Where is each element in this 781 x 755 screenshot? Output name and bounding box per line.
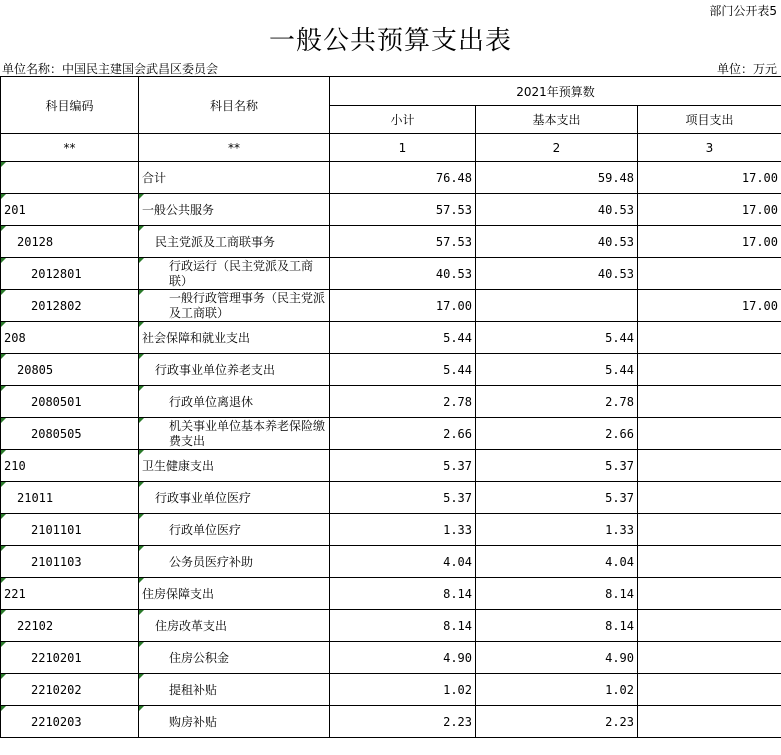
cell-code: 208 bbox=[1, 322, 139, 354]
table-number-note: 部门公开表5 bbox=[709, 4, 777, 18]
index-code: ** bbox=[1, 134, 139, 162]
cell-code: 2210202 bbox=[1, 674, 139, 706]
cell-code: 2080505 bbox=[1, 418, 139, 450]
cell-name: 行政事业单位养老支出 bbox=[139, 354, 330, 386]
cell-basic: 5.44 bbox=[476, 354, 638, 386]
cell-code: 20805 bbox=[1, 354, 139, 386]
cell-basic: 1.33 bbox=[476, 514, 638, 546]
cell-name: 住房公积金 bbox=[139, 642, 330, 674]
cell-project bbox=[638, 642, 781, 674]
cell-project bbox=[638, 546, 781, 578]
cell-name: 行政事业单位医疗 bbox=[139, 482, 330, 514]
cell-subtotal: 40.53 bbox=[330, 258, 476, 290]
table-row bbox=[1, 226, 781, 258]
table-row bbox=[1, 418, 781, 450]
cell-basic: 2.66 bbox=[476, 418, 638, 450]
cell-name: 购房补贴 bbox=[139, 706, 330, 738]
cell-basic: 4.04 bbox=[476, 546, 638, 578]
cell-project bbox=[638, 386, 781, 418]
cell-code: 2210203 bbox=[1, 706, 139, 738]
cell-project: 17.00 bbox=[638, 226, 781, 258]
cell-code: 21011 bbox=[1, 482, 139, 514]
cell-project bbox=[638, 514, 781, 546]
table-row bbox=[1, 610, 781, 642]
cell-project: 17.00 bbox=[638, 162, 781, 194]
table-row bbox=[1, 514, 781, 546]
table-row bbox=[1, 354, 781, 386]
table-row bbox=[1, 642, 781, 674]
index-2: 2 bbox=[476, 134, 638, 162]
page-title: 一般公共预算支出表 bbox=[268, 26, 512, 56]
table-row bbox=[1, 482, 781, 514]
cell-subtotal: 17.00 bbox=[330, 290, 476, 322]
cell-basic: 2.78 bbox=[476, 386, 638, 418]
cell-project bbox=[638, 418, 781, 450]
cell-name: 机关事业单位基本养老保险缴费支出 bbox=[139, 418, 330, 450]
index-name: ** bbox=[139, 134, 330, 162]
cell-project bbox=[638, 578, 781, 610]
cell-project bbox=[638, 674, 781, 706]
cell-name: 行政单位医疗 bbox=[139, 514, 330, 546]
cell-subtotal: 57.53 bbox=[330, 194, 476, 226]
cell-project bbox=[638, 482, 781, 514]
table-row bbox=[1, 450, 781, 482]
cell-basic: 40.53 bbox=[476, 258, 638, 290]
cell-name: 民主党派及工商联事务 bbox=[139, 226, 330, 258]
cell-basic: 8.14 bbox=[476, 610, 638, 642]
table-row bbox=[1, 194, 781, 226]
cell-name: 合计 bbox=[139, 162, 330, 194]
table-row bbox=[1, 706, 781, 738]
cell-subtotal: 76.48 bbox=[330, 162, 476, 194]
cell-code: 2210201 bbox=[1, 642, 139, 674]
cell-basic: 2.23 bbox=[476, 706, 638, 738]
cell-subtotal: 8.14 bbox=[330, 578, 476, 610]
cell-basic: 59.48 bbox=[476, 162, 638, 194]
cell-name: 一般行政管理事务（民主党派及工商联） bbox=[139, 290, 330, 322]
cell-code: 2080501 bbox=[1, 386, 139, 418]
cell-subtotal: 4.90 bbox=[330, 642, 476, 674]
cell-subtotal: 5.37 bbox=[330, 482, 476, 514]
cell-subtotal: 5.37 bbox=[330, 450, 476, 482]
table-row bbox=[1, 578, 781, 610]
cell-basic: 8.14 bbox=[476, 578, 638, 610]
cell-name: 住房改革支出 bbox=[139, 610, 330, 642]
cell-project bbox=[638, 322, 781, 354]
cell-subtotal: 8.14 bbox=[330, 610, 476, 642]
cell-name: 社会保障和就业支出 bbox=[139, 322, 330, 354]
header-project: 项目支出 bbox=[638, 106, 781, 134]
cell-basic: 5.37 bbox=[476, 482, 638, 514]
cell-subtotal: 1.33 bbox=[330, 514, 476, 546]
cell-subtotal: 5.44 bbox=[330, 354, 476, 386]
cell-project: 17.00 bbox=[638, 194, 781, 226]
cell-project bbox=[638, 706, 781, 738]
table-row bbox=[1, 162, 781, 194]
cell-name: 公务员医疗补助 bbox=[139, 546, 330, 578]
unit-name-label: 单位名称：中国民主建国会武昌区委员会 bbox=[2, 62, 219, 76]
table-row bbox=[1, 322, 781, 354]
cell-subtotal: 57.53 bbox=[330, 226, 476, 258]
cell-subtotal: 2.78 bbox=[330, 386, 476, 418]
cell-project bbox=[638, 258, 781, 290]
cell-code: 2012801 bbox=[1, 258, 139, 290]
index-3: 3 bbox=[638, 134, 781, 162]
cell-code: 22102 bbox=[1, 610, 139, 642]
cell-subtotal: 1.02 bbox=[330, 674, 476, 706]
cell-name: 行政运行（民主党派及工商联） bbox=[139, 258, 330, 290]
unit-label: 单位：万元 bbox=[716, 62, 777, 76]
cell-name: 住房保障支出 bbox=[139, 578, 330, 610]
cell-basic: 40.53 bbox=[476, 194, 638, 226]
cell-subtotal: 2.66 bbox=[330, 418, 476, 450]
cell-project bbox=[638, 450, 781, 482]
cell-basic: 5.37 bbox=[476, 450, 638, 482]
cell-project bbox=[638, 610, 781, 642]
table-row bbox=[1, 674, 781, 706]
header-basic: 基本支出 bbox=[476, 106, 638, 134]
header-code: 科目编码 bbox=[1, 77, 139, 134]
cell-basic: 1.02 bbox=[476, 674, 638, 706]
index-1: 1 bbox=[330, 134, 476, 162]
table-row bbox=[1, 546, 781, 578]
cell-name: 行政单位离退休 bbox=[139, 386, 330, 418]
cell-project bbox=[638, 354, 781, 386]
cell-basic: 4.90 bbox=[476, 642, 638, 674]
cell-code: 2012802 bbox=[1, 290, 139, 322]
cell-name: 一般公共服务 bbox=[139, 194, 330, 226]
cell-name: 卫生健康支出 bbox=[139, 450, 330, 482]
header-budget-group: 2021年预算数 bbox=[330, 77, 781, 106]
cell-subtotal: 4.04 bbox=[330, 546, 476, 578]
cell-name: 提租补贴 bbox=[139, 674, 330, 706]
cell-basic: 5.44 bbox=[476, 322, 638, 354]
cell-code: 2101101 bbox=[1, 514, 139, 546]
cell-basic: 40.53 bbox=[476, 226, 638, 258]
header-name: 科目名称 bbox=[139, 77, 330, 134]
cell-code: 201 bbox=[1, 194, 139, 226]
table-row bbox=[1, 386, 781, 418]
cell-code bbox=[1, 162, 139, 194]
cell-project: 17.00 bbox=[638, 290, 781, 322]
header-subtotal: 小计 bbox=[330, 106, 476, 134]
cell-code: 2101103 bbox=[1, 546, 139, 578]
cell-subtotal: 5.44 bbox=[330, 322, 476, 354]
table-row bbox=[1, 290, 781, 322]
table-row bbox=[1, 258, 781, 290]
cell-code: 210 bbox=[1, 450, 139, 482]
cell-basic bbox=[476, 290, 638, 322]
cell-code: 20128 bbox=[1, 226, 139, 258]
cell-subtotal: 2.23 bbox=[330, 706, 476, 738]
cell-code: 221 bbox=[1, 578, 139, 610]
budget-table bbox=[0, 76, 781, 738]
